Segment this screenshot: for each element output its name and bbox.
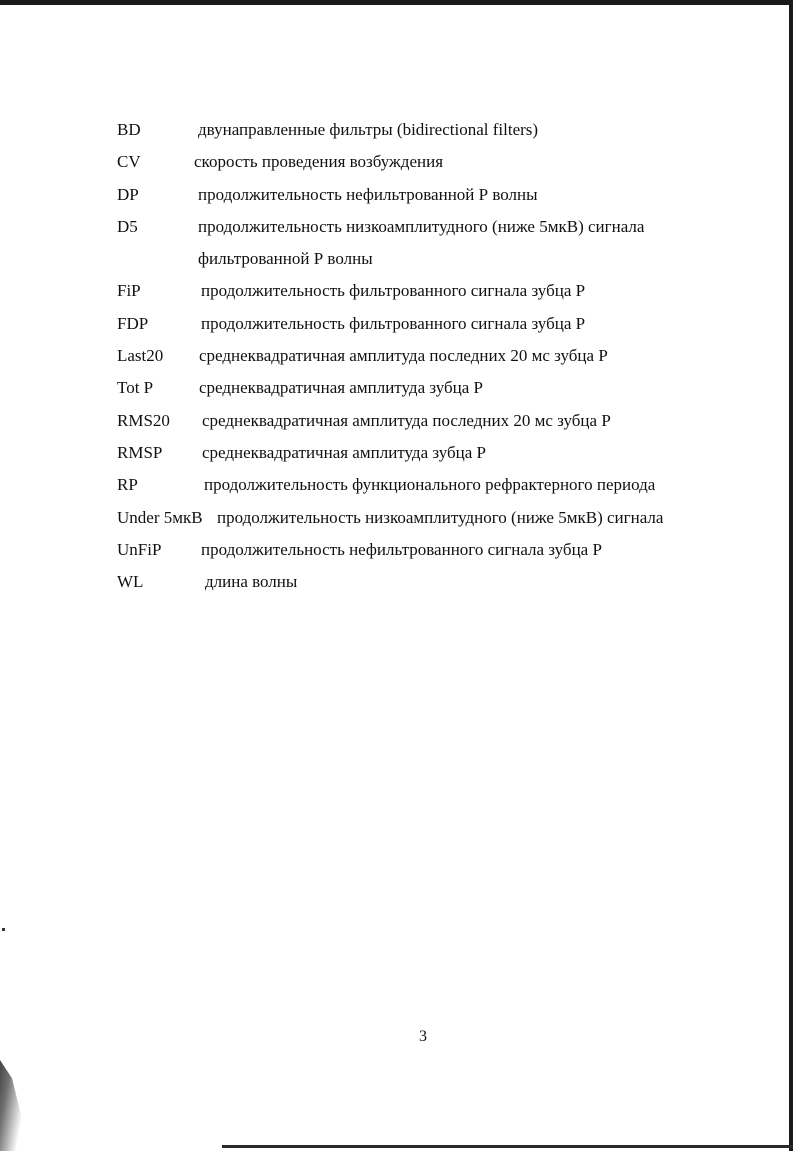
abbreviation-list — [117, 118, 757, 602]
page-number: 3 — [419, 1028, 427, 1045]
abbreviation-row — [117, 215, 757, 280]
abbreviation-definition: продолжительность функционального рефрактерного периода — [204, 475, 656, 495]
abbreviation-row — [117, 150, 757, 182]
abbreviation-row — [117, 570, 757, 602]
abbreviation-definition: длина волны — [205, 572, 298, 592]
abbreviation-definition: среднеквадратичная амплитуда последних 20 мс зубца Р — [202, 410, 611, 430]
abbreviation-definition-continued: фильтрованной Р волны — [198, 249, 373, 269]
abbreviation-term: FiP — [117, 281, 141, 301]
abbreviation-term: RMSP — [117, 442, 163, 462]
abbreviation-term: CV — [117, 152, 141, 172]
abbreviation-term: WL — [117, 572, 144, 592]
abbreviation-row — [117, 118, 757, 150]
scan-bottom-border — [222, 1145, 793, 1148]
abbreviation-row — [117, 441, 757, 473]
abbreviation-row — [117, 183, 757, 215]
abbreviation-row — [117, 376, 757, 408]
abbreviation-definition: двунаправленные фильтры (bidirectional filters) — [198, 120, 539, 139]
abbreviation-term: FDP — [117, 313, 149, 333]
abbreviation-row — [117, 312, 757, 344]
abbreviation-definition: среднеквадратичная амплитуда последних 20 мс зубца Р — [199, 346, 608, 366]
abbreviation-definition: продолжительность нефильтрованной Р волны — [198, 184, 538, 204]
abbreviation-row — [117, 506, 757, 538]
scan-top-border — [0, 0, 793, 5]
abbreviation-definition: среднеквадратичная амплитуда зубца Р — [199, 378, 484, 398]
abbreviation-term: BD — [117, 120, 141, 139]
abbreviation-term: RMS20 — [117, 410, 170, 430]
abbreviation-term: Last20 — [117, 346, 164, 366]
abbreviation-definition: продолжительность низкоамплитудного (ниже 5мкВ) сигнала — [217, 507, 664, 527]
abbreviation-row — [117, 473, 757, 505]
abbreviation-row — [117, 344, 757, 376]
abbreviation-term: RP — [117, 475, 138, 495]
abbreviation-row — [117, 409, 757, 441]
abbreviation-term: Tot P — [117, 378, 154, 398]
abbreviation-term: D5 — [117, 216, 138, 236]
scan-right-border — [789, 0, 793, 1151]
abbreviation-definition: продолжительность низкоамплитудного (ниже 5мкВ) сигнала — [198, 216, 645, 236]
abbreviation-definition: продолжительность нефильтрованного сигнала зубца Р — [201, 539, 602, 559]
abbreviation-row — [117, 538, 757, 570]
abbreviation-definition: среднеквадратичная амплитуда зубца Р — [202, 442, 487, 462]
abbreviation-term: UnFiP — [117, 539, 162, 559]
abbreviation-term: Under 5мкВ — [117, 507, 203, 527]
abbreviation-definition: продолжительность фильтрованного сигнала зубца Р — [201, 281, 586, 301]
scan-speck — [2, 928, 5, 931]
scan-edge-shadow — [0, 1060, 30, 1151]
abbreviation-row — [117, 279, 757, 311]
abbreviation-definition: продолжительность фильтрованного сигнала зубца Р — [201, 313, 586, 333]
abbreviation-term: DP — [117, 184, 139, 204]
abbreviation-definition: скорость проведения возбуждения — [194, 152, 444, 172]
